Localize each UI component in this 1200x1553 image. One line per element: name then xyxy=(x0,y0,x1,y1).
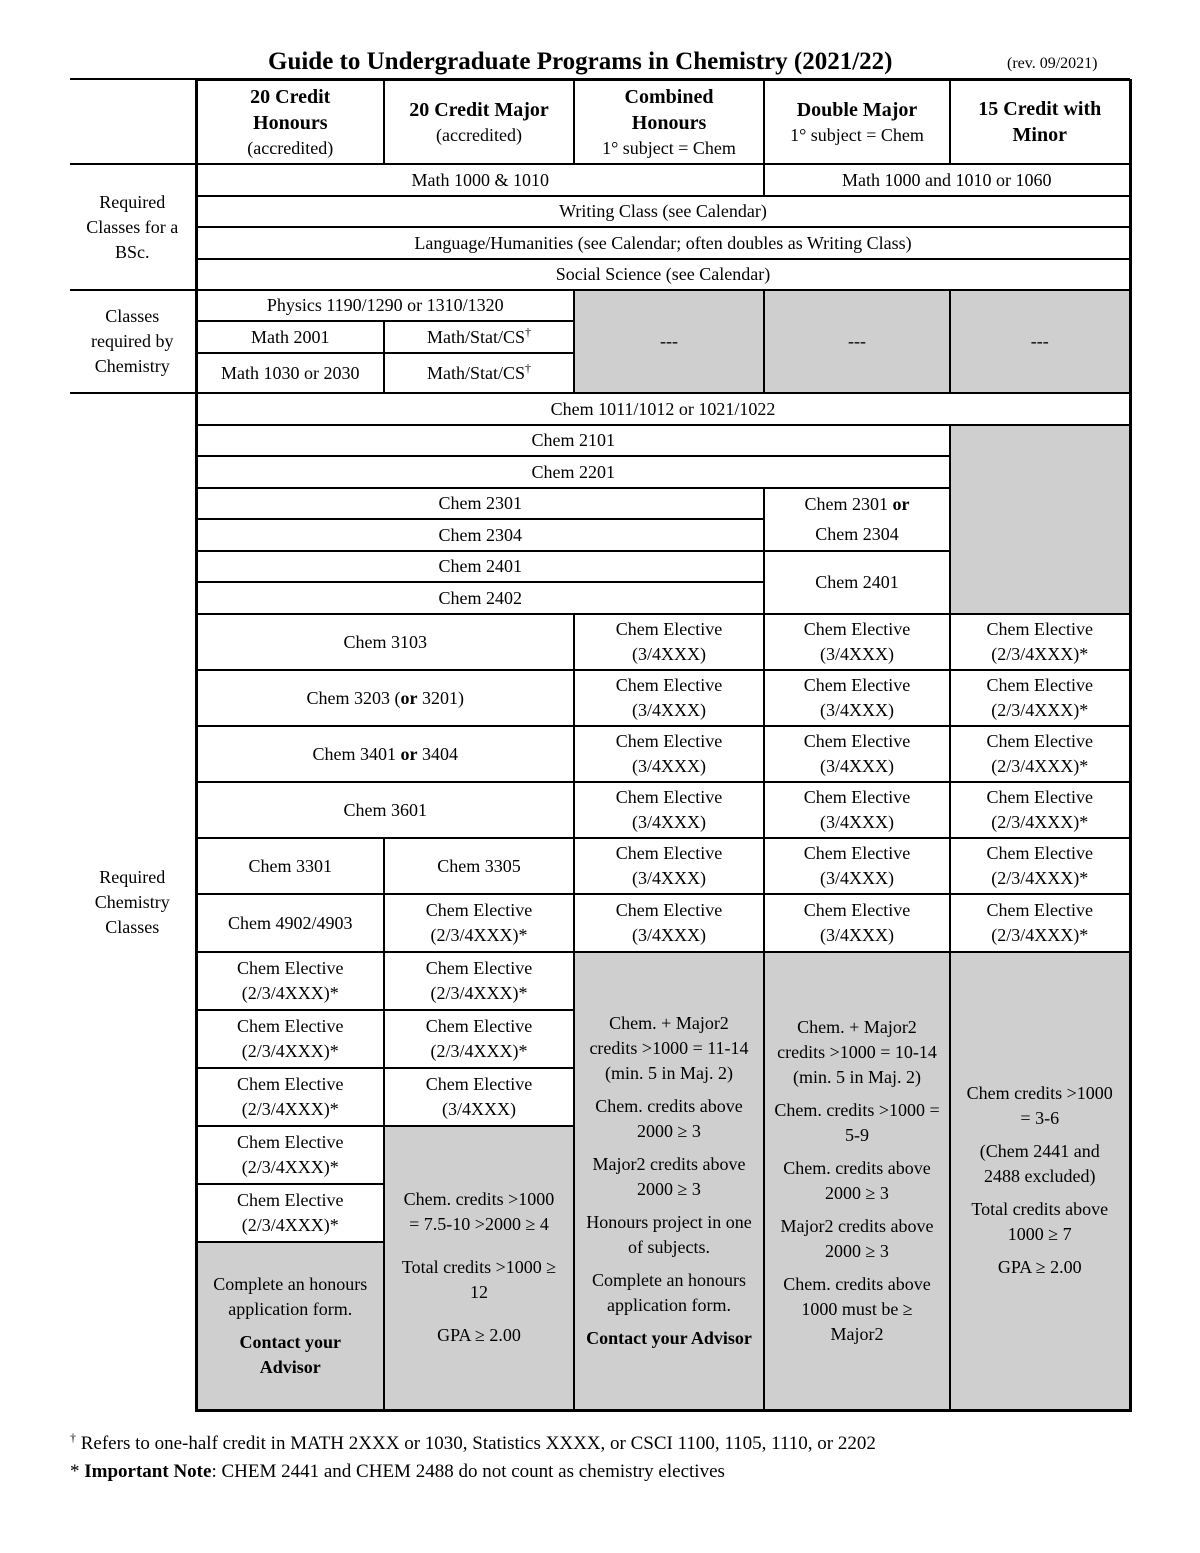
cell-text: (2/3/4XXX)* xyxy=(991,925,1089,945)
note-text: Chem. + Major2 credits >1000 = 10-14 (min. 5 in Maj. 2) xyxy=(777,1016,937,1087)
cell-chem3305: Chem 3305 xyxy=(384,838,574,894)
cell-elective xyxy=(950,838,1130,894)
cell-text: (3/4XXX) xyxy=(820,925,894,945)
col-header-subtitle: 1° subject = Chem xyxy=(602,138,736,158)
dagger-mark: † xyxy=(525,360,531,375)
cell-text: Chem Elective xyxy=(425,1016,533,1036)
cell-text: (3/4XXX) xyxy=(820,756,894,776)
cell-chem2401: Chem 2401 xyxy=(196,551,764,582)
cell-elective xyxy=(196,952,384,1010)
cell-text: (3/4XXX) xyxy=(632,700,706,720)
cell-elective xyxy=(384,952,574,1010)
cell-text: Chem 3203 ( xyxy=(306,687,401,708)
cell-text: Chem 2301 xyxy=(804,493,888,514)
cell-elective xyxy=(574,726,764,782)
table-row xyxy=(70,259,1130,290)
note-text: GPA ≥ 2.00 xyxy=(997,1257,1082,1278)
cell-text: Chem Elective xyxy=(803,619,911,639)
table-row xyxy=(70,782,1130,838)
dagger-mark: † xyxy=(70,1430,76,1445)
cell-text: Chem Elective xyxy=(986,843,1093,863)
cell-text: (3/4XXX) xyxy=(632,868,706,888)
table-row xyxy=(70,290,1130,321)
col-header-title: 20 Credit Honours xyxy=(250,86,331,134)
cell-chem2304: Chem 2304 xyxy=(196,519,764,551)
col-header-title: 15 Credit with Minor xyxy=(978,98,1102,146)
cell-chem3103: Chem 3103 xyxy=(196,614,574,670)
cell-dash-minor: --- xyxy=(950,290,1130,393)
page-title: Guide to Undergraduate Programs in Chemistry (2021/22) xyxy=(268,48,893,75)
section-label-text: Classes required by Chemistry xyxy=(91,306,174,376)
cell-text: (3/4XXX) xyxy=(632,644,706,664)
cell-text: Chem Elective xyxy=(803,787,911,807)
cell-text: Chem Elective xyxy=(425,958,533,978)
cell-text: (2/3/4XXX)* xyxy=(991,644,1089,664)
note-text: Chem. credits >1000 = 5-9 xyxy=(774,1099,940,1145)
cell-elective xyxy=(574,670,764,726)
cell-text: (2/3/4XXX)* xyxy=(241,1099,339,1119)
cell-elective xyxy=(764,894,950,952)
col-header-title: 20 Credit Major xyxy=(409,99,549,121)
footnote-text: Refers to one-half credit in MATH 2XXX or 1030, Statistics XXXX, or CSCI 1100, 1105, 1110, or 2202 xyxy=(76,1433,876,1454)
table-row xyxy=(70,164,1130,196)
cell-elective xyxy=(764,670,950,726)
cell-elective xyxy=(950,894,1130,952)
note-text: Complete an honours application form. xyxy=(213,1273,368,1319)
cell-text: Chem Elective xyxy=(803,843,911,863)
cell-text: (2/3/4XXX)* xyxy=(991,868,1089,888)
cell-text: Chem Elective xyxy=(986,787,1093,807)
cell-text: (2/3/4XXX)* xyxy=(430,1041,528,1061)
cell-social: Social Science (see Calendar) xyxy=(196,259,1130,290)
cell-text: (2/3/4XXX)* xyxy=(241,1041,339,1061)
cell-chem2101: Chem 2101 xyxy=(196,425,950,456)
footnote-text: : CHEM 2441 and CHEM 2488 do not count as chemistry electives xyxy=(211,1461,725,1482)
cell-text: (2/3/4XXX)* xyxy=(430,983,528,1003)
col-header-title: Combined Honours xyxy=(624,86,714,134)
cell-math-a: Math 1000 & 1010 xyxy=(196,164,764,196)
cell-text: (2/3/4XXX)* xyxy=(991,756,1089,776)
table-row xyxy=(70,670,1130,726)
footnotes xyxy=(70,1430,1130,1486)
revision-date: (rev. 09/2021) xyxy=(1007,55,1098,72)
cell-text: (3/4XXX) xyxy=(442,1099,516,1119)
cell-elective xyxy=(384,1010,574,1068)
cell-text: Chem Elective xyxy=(615,731,723,751)
footnote-dagger xyxy=(70,1430,1130,1458)
dagger-mark: † xyxy=(525,324,531,339)
cell-elective xyxy=(764,782,950,838)
note-text: Chem. credits above 2000 ≥ 3 xyxy=(783,1157,931,1203)
table-row xyxy=(70,393,1130,425)
note-text-bold: Contact your Advisor xyxy=(586,1327,752,1348)
cell-elective xyxy=(764,614,950,670)
cell-math-b: Math 1000 and 1010 or 1060 xyxy=(764,164,1130,196)
cell-double-notes xyxy=(764,952,950,1410)
cell-elective xyxy=(764,726,950,782)
cell-dash-double: --- xyxy=(764,290,950,393)
note-text: Major2 credits above 2000 ≥ 3 xyxy=(780,1215,934,1261)
cell-writing: Writing Class (see Calendar) xyxy=(196,196,1130,227)
cell-elective xyxy=(574,838,764,894)
header-row xyxy=(70,80,1130,164)
cell-physics: Physics 1190/1290 or 1310/1320 xyxy=(196,290,574,321)
section-label-text: Required Chemistry Classes xyxy=(94,866,170,937)
cell-text: (3/4XXX) xyxy=(820,868,894,888)
cell-text: Chem Elective xyxy=(986,619,1093,639)
cell-text-bold: or xyxy=(892,493,910,514)
cell-text: Chem Elective xyxy=(237,1132,344,1152)
table-row xyxy=(70,838,1130,894)
cell-text: (3/4XXX) xyxy=(632,756,706,776)
cell-text: Chem Elective xyxy=(237,1190,344,1210)
col-header-title: Double Major xyxy=(796,99,918,121)
col-header-double xyxy=(764,80,950,164)
cell-text: Math/Stat/CS xyxy=(426,362,525,383)
col-header-subtitle: (accredited) xyxy=(436,125,522,145)
title-row xyxy=(70,46,1130,78)
note-text: (Chem 2441 and 2488 excluded) xyxy=(979,1141,1100,1187)
cell-elective xyxy=(764,838,950,894)
cell-text: Chem Elective xyxy=(425,900,533,920)
cell-chem3401 xyxy=(196,726,574,782)
section-label-chem xyxy=(70,393,196,1410)
cell-honours-notes xyxy=(196,1242,384,1410)
cell-chem3601: Chem 3601 xyxy=(196,782,574,838)
section-label-text: Required Classes for a BSc. xyxy=(86,191,179,262)
cell-text: Chem Elective xyxy=(803,675,911,695)
cell-text: (2/3/4XXX)* xyxy=(991,700,1089,720)
section-label-by-chem xyxy=(70,290,196,393)
cell-text: (3/4XXX) xyxy=(820,812,894,832)
cell-elective xyxy=(196,1068,384,1126)
cell-text: (2/3/4XXX)* xyxy=(241,1157,339,1177)
note-text: Total credits above 1000 ≥ 7 xyxy=(971,1199,1109,1245)
cell-elective xyxy=(950,782,1130,838)
table-row xyxy=(70,614,1130,670)
col-header-combined xyxy=(574,80,764,164)
footnote-star xyxy=(70,1458,1130,1486)
cell-elective xyxy=(574,614,764,670)
cell-text: (2/3/4XXX)* xyxy=(991,812,1089,832)
cell-text: Chem Elective xyxy=(237,1074,344,1094)
cell-text: 3404 xyxy=(417,743,458,764)
table-row xyxy=(70,227,1130,259)
cell-chem2301: Chem 2301 xyxy=(196,488,764,519)
note-text: Total credits >1000 ≥ 12 xyxy=(401,1257,557,1303)
cell-elective xyxy=(384,1068,574,1126)
cell-math2001: Math 2001 xyxy=(196,321,384,353)
cell-chem3203 xyxy=(196,670,574,726)
cell-text: Chem Elective xyxy=(986,675,1093,695)
cell-text: Chem Elective xyxy=(803,731,911,751)
cell-minor-gray xyxy=(950,425,1130,614)
table-row xyxy=(70,952,1130,1010)
cell-minor-notes xyxy=(950,952,1130,1410)
cell-mathstat-2 xyxy=(384,353,574,393)
col-header-subtitle: (accredited) xyxy=(247,138,334,158)
note-text: Complete an honours application form. xyxy=(592,1269,746,1315)
col-header-major xyxy=(384,80,574,164)
note-text-bold: Contact your Advisor xyxy=(239,1331,341,1377)
cell-text: Chem Elective xyxy=(615,619,723,639)
note-text: GPA ≥ 2.00 xyxy=(437,1325,521,1346)
table-row xyxy=(70,894,1130,952)
cell-elective xyxy=(574,782,764,838)
cell-dash-combined: --- xyxy=(574,290,764,393)
cell-chem2402: Chem 2402 xyxy=(196,582,764,614)
col-header-honours xyxy=(196,80,384,164)
note-text: Chem. credits above 2000 ≥ 3 xyxy=(595,1095,743,1141)
cell-chem3301: Chem 3301 xyxy=(196,838,384,894)
cell-mathstat-1 xyxy=(384,321,574,353)
cell-text: (2/3/4XXX)* xyxy=(430,925,528,945)
cell-text: Chem 3401 xyxy=(312,743,401,764)
program-guide-table xyxy=(70,79,1132,1412)
cell-chem2401-dm: Chem 2401 xyxy=(764,551,950,614)
cell-chem2304-dm: Chem 2304 xyxy=(764,519,950,551)
cell-text: Chem Elective xyxy=(986,731,1093,751)
header-corner xyxy=(70,80,196,164)
cell-language: Language/Humanities (see Calendar; often doubles as Writing Class) xyxy=(196,227,1130,259)
cell-text-bold: or xyxy=(400,743,418,764)
cell-text: (3/4XXX) xyxy=(632,925,706,945)
cell-chem2301-or xyxy=(764,488,950,519)
cell-chem1011: Chem 1011/1012 or 1021/1022 xyxy=(196,393,1130,425)
cell-text: (3/4XXX) xyxy=(632,812,706,832)
cell-elective xyxy=(950,670,1130,726)
cell-elective xyxy=(196,1126,384,1184)
footnote-bold: Important Note xyxy=(84,1461,212,1482)
cell-major-notes xyxy=(384,1126,574,1410)
cell-text: Chem Elective xyxy=(615,675,723,695)
col-header-subtitle: 1° subject = Chem xyxy=(790,125,924,145)
star-mark: * xyxy=(70,1461,85,1482)
cell-text: Chem Elective xyxy=(425,1074,533,1094)
cell-text-bold: or xyxy=(400,687,418,708)
cell-chem2201: Chem 2201 xyxy=(196,456,950,488)
cell-chem4902: Chem 4902/4903 xyxy=(196,894,384,952)
cell-elective xyxy=(196,1010,384,1068)
cell-text: (3/4XXX) xyxy=(820,644,894,664)
table-row xyxy=(70,425,1130,456)
note-text: Chem. credits >1000 = 7.5-10 >2000 ≥ 4 xyxy=(403,1189,555,1235)
cell-text: Chem Elective xyxy=(986,900,1093,920)
cell-elective xyxy=(950,726,1130,782)
cell-text: Chem Elective xyxy=(237,958,344,978)
note-text: Honours project in one of subjects. xyxy=(586,1211,752,1257)
section-label-bsc xyxy=(70,164,196,290)
cell-text: (2/3/4XXX)* xyxy=(241,983,339,1003)
col-header-minor xyxy=(950,80,1130,164)
note-text: Major2 credits above 2000 ≥ 3 xyxy=(592,1153,746,1199)
table-row xyxy=(70,726,1130,782)
note-text: Chem credits >1000 = 3-6 xyxy=(966,1083,1113,1129)
cell-text: Chem Elective xyxy=(615,787,723,807)
cell-text: (2/3/4XXX)* xyxy=(241,1215,339,1235)
cell-elective xyxy=(950,614,1130,670)
cell-text: Chem Elective xyxy=(237,1016,344,1036)
cell-elective xyxy=(196,1184,384,1242)
cell-elective xyxy=(574,894,764,952)
note-text: Chem. credits above 1000 must be ≥ Major2 xyxy=(783,1273,931,1344)
cell-text: Math/Stat/CS xyxy=(426,326,525,347)
cell-text: Chem Elective xyxy=(615,843,723,863)
note-text: Chem. + Major2 credits >1000 = 11-14 (min. 5 in Maj. 2) xyxy=(589,1012,749,1083)
cell-text: (3/4XXX) xyxy=(820,700,894,720)
cell-text: Chem Elective xyxy=(803,900,911,920)
table-row xyxy=(70,196,1130,227)
cell-combined-notes xyxy=(574,952,764,1410)
cell-text: Chem Elective xyxy=(615,900,723,920)
cell-text: 3201) xyxy=(417,687,464,708)
cell-elective xyxy=(384,894,574,952)
cell-math1030: Math 1030 or 2030 xyxy=(196,353,384,393)
